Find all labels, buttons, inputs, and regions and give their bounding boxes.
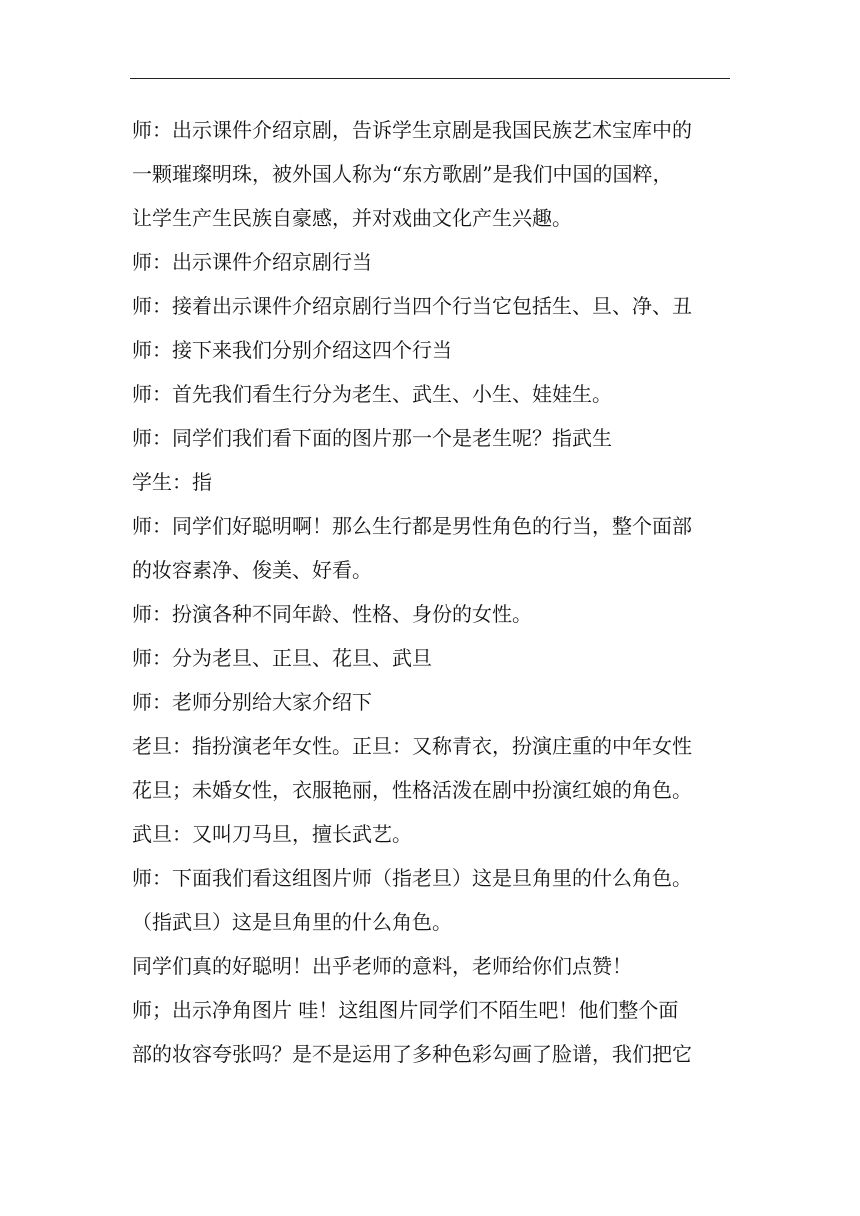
text-line: 师：扮演各种不同年龄、性格、身份的女性。 [132,602,532,626]
text-line: 师：同学们好聪明啊！那么生行都是男性角色的行当，整个面部 [132,514,692,538]
text-line: 让学生产生民族自豪感，并对戏曲文化产生兴趣。 [132,206,572,230]
text-line: 师：接下来我们分别介绍这四个行当 [132,338,452,362]
text-line: 师：出示课件介绍京剧，告诉学生京剧是我国民族艺术宝库中的 [132,118,692,142]
text-line: 老旦：指扮演老年女性。正旦：又称青衣，扮演庄重的中年女性 [132,734,692,758]
text-line: 同学们真的好聪明！出乎老师的意料，老师给你们点赞！ [132,954,632,978]
document-body [132,108,732,1076]
text-line: 部的妆容夸张吗？是不是运用了多种色彩勾画了脸谱，我们把它 [132,1042,692,1066]
header-rule [130,78,730,79]
text-line: 师：出示课件介绍京剧行当 [132,250,372,274]
text-line: 师：接着出示课件介绍京剧行当四个行当它包括生、旦、净、丑 [132,294,692,318]
text-line: 师：下面我们看这组图片师（指老旦）这是旦角里的什么角色。 [132,866,692,890]
text-line: 师；出示净角图片 哇！这组图片同学们不陌生吧！他们整个面 [132,998,679,1022]
text-line: 一颗璀璨明珠，被外国人称为“东方歌剧”是我们中国的国粹， [132,162,673,186]
text-line: 武旦：又叫刀马旦，擅长武艺。 [132,822,412,846]
text-line: 的妆容素净、俊美、好看。 [132,558,372,582]
text-line: 师：首先我们看生行分为老生、武生、小生、娃娃生。 [132,382,612,406]
text-line: 师：同学们我们看下面的图片那一个是老生呢？指武生 [132,426,612,450]
text-line: （指武旦）这是旦角里的什么角色。 [132,910,452,934]
text-line: 学生：指 [132,470,212,494]
text-line: 师：老师分别给大家介绍下 [132,690,372,714]
text-line: 师：分为老旦、正旦、花旦、武旦 [132,646,432,670]
text-line: 花旦；未婚女性，衣服艳丽，性格活泼在剧中扮演红娘的角色。 [132,778,692,802]
